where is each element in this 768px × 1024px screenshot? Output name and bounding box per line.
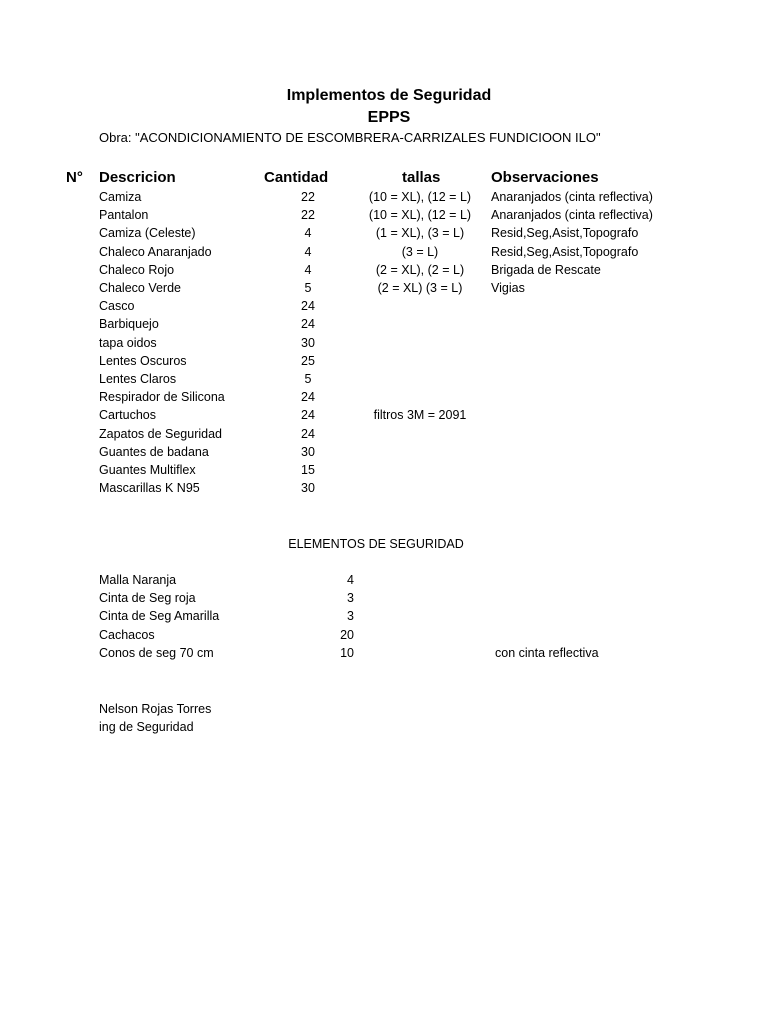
header-cantidad: Cantidad xyxy=(264,169,329,186)
item-cantidad: 5 xyxy=(304,372,312,386)
item-observaciones: Resid,Seg,Asist,Topografo xyxy=(491,245,639,259)
item-cantidad: 5 xyxy=(304,281,312,295)
header-num: N° xyxy=(66,169,83,186)
item-cantidad: 4 xyxy=(304,226,312,240)
item-descripcion: tapa oidos xyxy=(99,336,157,350)
item-descripcion: Barbiquejo xyxy=(99,317,159,331)
header-observaciones: Observaciones xyxy=(491,169,599,186)
elemento-descripcion: Cinta de Seg roja xyxy=(99,591,196,605)
item-cantidad: 24 xyxy=(301,317,315,331)
item-tallas: (2 = XL) (3 = L) xyxy=(377,281,463,295)
item-cantidad: 15 xyxy=(301,463,315,477)
item-cantidad: 24 xyxy=(301,427,315,441)
item-cantidad: 24 xyxy=(301,408,315,422)
item-observaciones: Vigias xyxy=(491,281,525,295)
elementos-title: ELEMENTOS DE SEGURIDAD xyxy=(288,537,464,551)
item-observaciones: Resid,Seg,Asist,Topografo xyxy=(491,226,639,240)
item-cantidad: 30 xyxy=(301,445,315,459)
elemento-cantidad: 4 xyxy=(347,573,354,587)
elemento-cantidad: 3 xyxy=(347,609,354,623)
item-descripcion: Chaleco Rojo xyxy=(99,263,175,277)
item-cantidad: 24 xyxy=(301,299,315,313)
document-subtitle: EPPS xyxy=(367,109,411,126)
item-tallas: filtros 3M = 2091 xyxy=(373,408,467,422)
item-cantidad: 4 xyxy=(304,245,312,259)
elemento-descripcion: Conos de seg 70 cm xyxy=(99,646,214,660)
item-descripcion: Mascarillas K N95 xyxy=(99,481,200,495)
item-observaciones: Brigada de Rescate xyxy=(491,263,601,277)
item-cantidad: 25 xyxy=(301,354,315,368)
item-cantidad: 30 xyxy=(301,336,315,350)
item-descripcion: Chaleco Verde xyxy=(99,281,182,295)
obra-line: Obra: "ACONDICIONAMIENTO DE ESCOMBRERA-CARRIZALES FUNDICIOON ILO" xyxy=(99,130,601,145)
elemento-cantidad: 20 xyxy=(340,628,354,642)
document-title: Implementos de Seguridad xyxy=(286,87,492,104)
item-tallas: (1 = XL), (3 = L) xyxy=(375,226,465,240)
item-descripcion: Casco xyxy=(99,299,135,313)
elemento-cantidad: 3 xyxy=(347,591,354,605)
item-descripcion: Pantalon xyxy=(99,208,149,222)
signature-name: Nelson Rojas Torres xyxy=(99,702,212,716)
elemento-descripcion: Malla Naranja xyxy=(99,573,177,587)
item-tallas: (10 = XL), (12 = L) xyxy=(368,190,472,204)
item-cantidad: 4 xyxy=(304,263,312,277)
signature-title: ing de Seguridad xyxy=(99,720,194,734)
elemento-descripcion: Cachacos xyxy=(99,628,155,642)
item-tallas: (2 = XL), (2 = L) xyxy=(375,263,465,277)
item-descripcion: Lentes Oscuros xyxy=(99,354,187,368)
elemento-observaciones: con cinta reflectiva xyxy=(495,646,599,660)
item-cantidad: 24 xyxy=(301,390,315,404)
item-descripcion: Camiza (Celeste) xyxy=(99,226,196,240)
item-descripcion: Chaleco Anaranjado xyxy=(99,245,212,259)
item-observaciones: Anaranjados (cinta reflectiva) xyxy=(491,208,653,222)
elemento-descripcion: Cinta de Seg Amarilla xyxy=(99,609,220,623)
item-descripcion: Lentes Claros xyxy=(99,372,177,386)
item-cantidad: 22 xyxy=(301,208,315,222)
item-cantidad: 22 xyxy=(301,190,315,204)
item-descripcion: Guantes Multiflex xyxy=(99,463,196,477)
item-descripcion: Respirador de Silicona xyxy=(99,390,225,404)
item-descripcion: Cartuchos xyxy=(99,408,156,422)
item-tallas: (10 = XL), (12 = L) xyxy=(368,208,472,222)
item-descripcion: Camiza xyxy=(99,190,142,204)
elemento-cantidad: 10 xyxy=(340,646,354,660)
header-tallas: tallas xyxy=(402,169,441,186)
header-descripcion: Descricion xyxy=(99,169,176,186)
item-observaciones: Anaranjados (cinta reflectiva) xyxy=(491,190,653,204)
item-descripcion: Zapatos de Seguridad xyxy=(99,427,223,441)
item-tallas: (3 = L) xyxy=(401,245,439,259)
item-descripcion: Guantes de badana xyxy=(99,445,209,459)
item-cantidad: 30 xyxy=(301,481,315,495)
